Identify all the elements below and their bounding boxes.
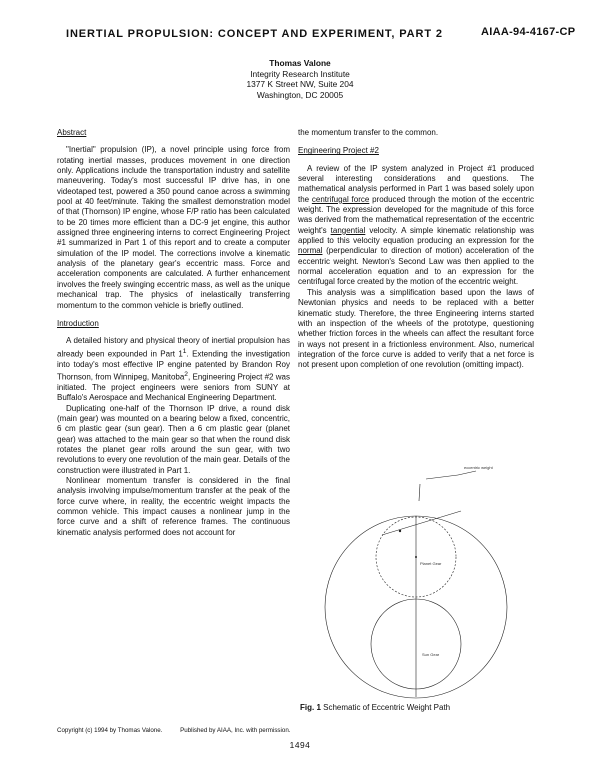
continuation-text: the momentum transfer to the common.	[298, 128, 439, 137]
eccentric-pointer-line	[419, 484, 420, 501]
introduction-paragraph-3: Nonlinear momentum transfer is considered in the final analysis involving impulse/momentum transfer at the peak of the force curve where, in reality, the eccentric weight impacts the common vehicle. This impact causes a nonlinear jump in the force curve and a shift of reference frames. The continuous kinematic analysis performed does not account for	[57, 475, 290, 537]
project-p1-part-3: velocity. A simple kinematic relationship was applied to this velocity equation producing an expression for the	[298, 225, 535, 246]
eccentric-leader-line	[458, 471, 476, 475]
term-tangential: tangential	[330, 225, 366, 235]
page-number: 1494	[289, 740, 311, 750]
figure-caption-label: Fig. 1	[300, 703, 321, 712]
right-column	[298, 128, 534, 371]
paper-code: AIAA-94-4167-CP	[481, 26, 576, 38]
figure-caption	[300, 703, 450, 712]
project-p1-part-4: (perpendicular to direction of motion) acceleration of the eccentric weight. Newton's Second Law was then applied to the normal acceleration equation and to an expression for the centrifugal force created by the motion of the eccentric weight.	[298, 246, 534, 287]
author-affiliation: Integrity Research Institute	[250, 68, 350, 79]
left-column	[57, 128, 290, 538]
term-normal: normal	[298, 246, 323, 256]
radius-line	[382, 511, 461, 535]
author-address-line1: 1377 K Street NW, Suite 204	[246, 79, 354, 90]
term-centrifugal-force: centrifugal force	[311, 194, 370, 204]
eccentric-weight-dot	[399, 530, 401, 532]
reference-2: 2	[184, 370, 188, 378]
intro-p1-part-b: . Extending the investigation into today's most effective IP engine patented by Brandon Roy Thornson, from Winnipeg, Manitoba	[57, 349, 290, 382]
paper-title: INERTIAL PROPULSION: CONCEPT AND EXPERIMENT, PART 2	[66, 28, 443, 40]
label-sun-gear: Sun Gear	[422, 652, 440, 657]
project-paragraph-1	[298, 164, 534, 288]
author-block	[0, 58, 600, 100]
label-planet-gear: Planet Gear	[420, 561, 442, 566]
figure-schematic	[308, 465, 534, 705]
eccentric-leader-line-2	[426, 475, 458, 479]
footer-notice	[57, 727, 307, 734]
copyright-notice: Copyright (c) 1994 by Thomas Valone.	[57, 727, 163, 734]
project-p1-part-2: produced through the motion of the eccentric weight. The expression developed for the magnitude of this force was derived from the mathematical representation of the eccentric weight's	[298, 194, 534, 235]
project-p1-part-1: A review of the IP system analyzed in Project #1 produced several interesting considerations and questions. The mathematical analysis performed in Part 1 was based solely upon the	[298, 163, 534, 204]
figure-caption-text: Schematic of Eccentric Weight Path	[320, 703, 451, 712]
introduction-heading: Introduction	[57, 318, 99, 328]
figure-eccentric-weight-path	[308, 465, 534, 710]
author-name: Thomas Valone	[269, 58, 331, 68]
publisher-notice: Published by AIAA, Inc. with permission.	[180, 727, 291, 734]
intro-p1-part-c: , Engineering Project #2 was initiated. The project engineers were seniors from SUNY at Buffalo's Aerospace and Mechanical Engineering Department.	[57, 372, 290, 403]
introduction-paragraph-1	[57, 336, 290, 403]
planet-center-dot	[415, 556, 417, 558]
project-paragraph-2: This analysis was a simplification based upon the laws of Newtonian physics and needs to be replaced with a better kinematic study. Therefore, the three Engineering interns started with an inspection of the wheels of the prototype, questioning whether friction forces in the wheels can affect the resultant force in ways not present in a frictionless environment. Also, numerical integration of the force curve is added to verify that a net force is not present upon completion of one revolution (omitting impact).	[298, 287, 534, 370]
author-address-line2: Washington, DC 20005	[256, 89, 344, 100]
introduction-paragraph-2: Duplicating one-half of the Thornson IP drive, a round disk (main gear) was mounted on a bearing below a fixed, concentric, 6 cm plastic gear (sun gear). Then a 6 cm plastic gear (planet gear) was attached to the main gear so that when the round disk rotates the planet gear rolls around the sun gear, with two revolutions to every one revolution of the main gear. Details of the construction were illustrated in Part 1.	[57, 403, 290, 475]
project-heading: Engineering Project #2	[298, 146, 379, 156]
label-eccentric-weight: eccentric weight	[464, 465, 493, 470]
abstract-text: "Inertial" propulsion (IP), a novel principle using force from rotating inertial masses, produces movement in one direction only. Applications include the transportation industry and satellite maneuvering. Today's most successful IP drive has, in one videotaped test, powered a 350 pound canoe across a swimming pool at 40 feet/minute. Taking the smallest demonstration model of that (Thornson) IP engine, whose F/P ratio has been calculated to be 20 times more efficient than a DC-9 jet engine, this author assigned three engineering interns to correct Engineering Project #1 summarized in Part 1 of this report and to create a computer simulation of the IP model. The corrections involve a kinematic analysis of the planetary gear's eccentric mass. Force and acceleration components are calculated. A further enhancement involves the freely swinging eccentric mass, as well as the unique mechanical trap. The physics of inelastically transferring momentum to the common vehicle is briefly outlined.	[57, 145, 290, 310]
intro-p1-part-a: A detailed history and physical theory of inertial propulsion has already been expounded in Part 1	[57, 336, 290, 359]
abstract-heading: Abstract	[57, 128, 87, 137]
reference-1: 1	[182, 347, 187, 355]
